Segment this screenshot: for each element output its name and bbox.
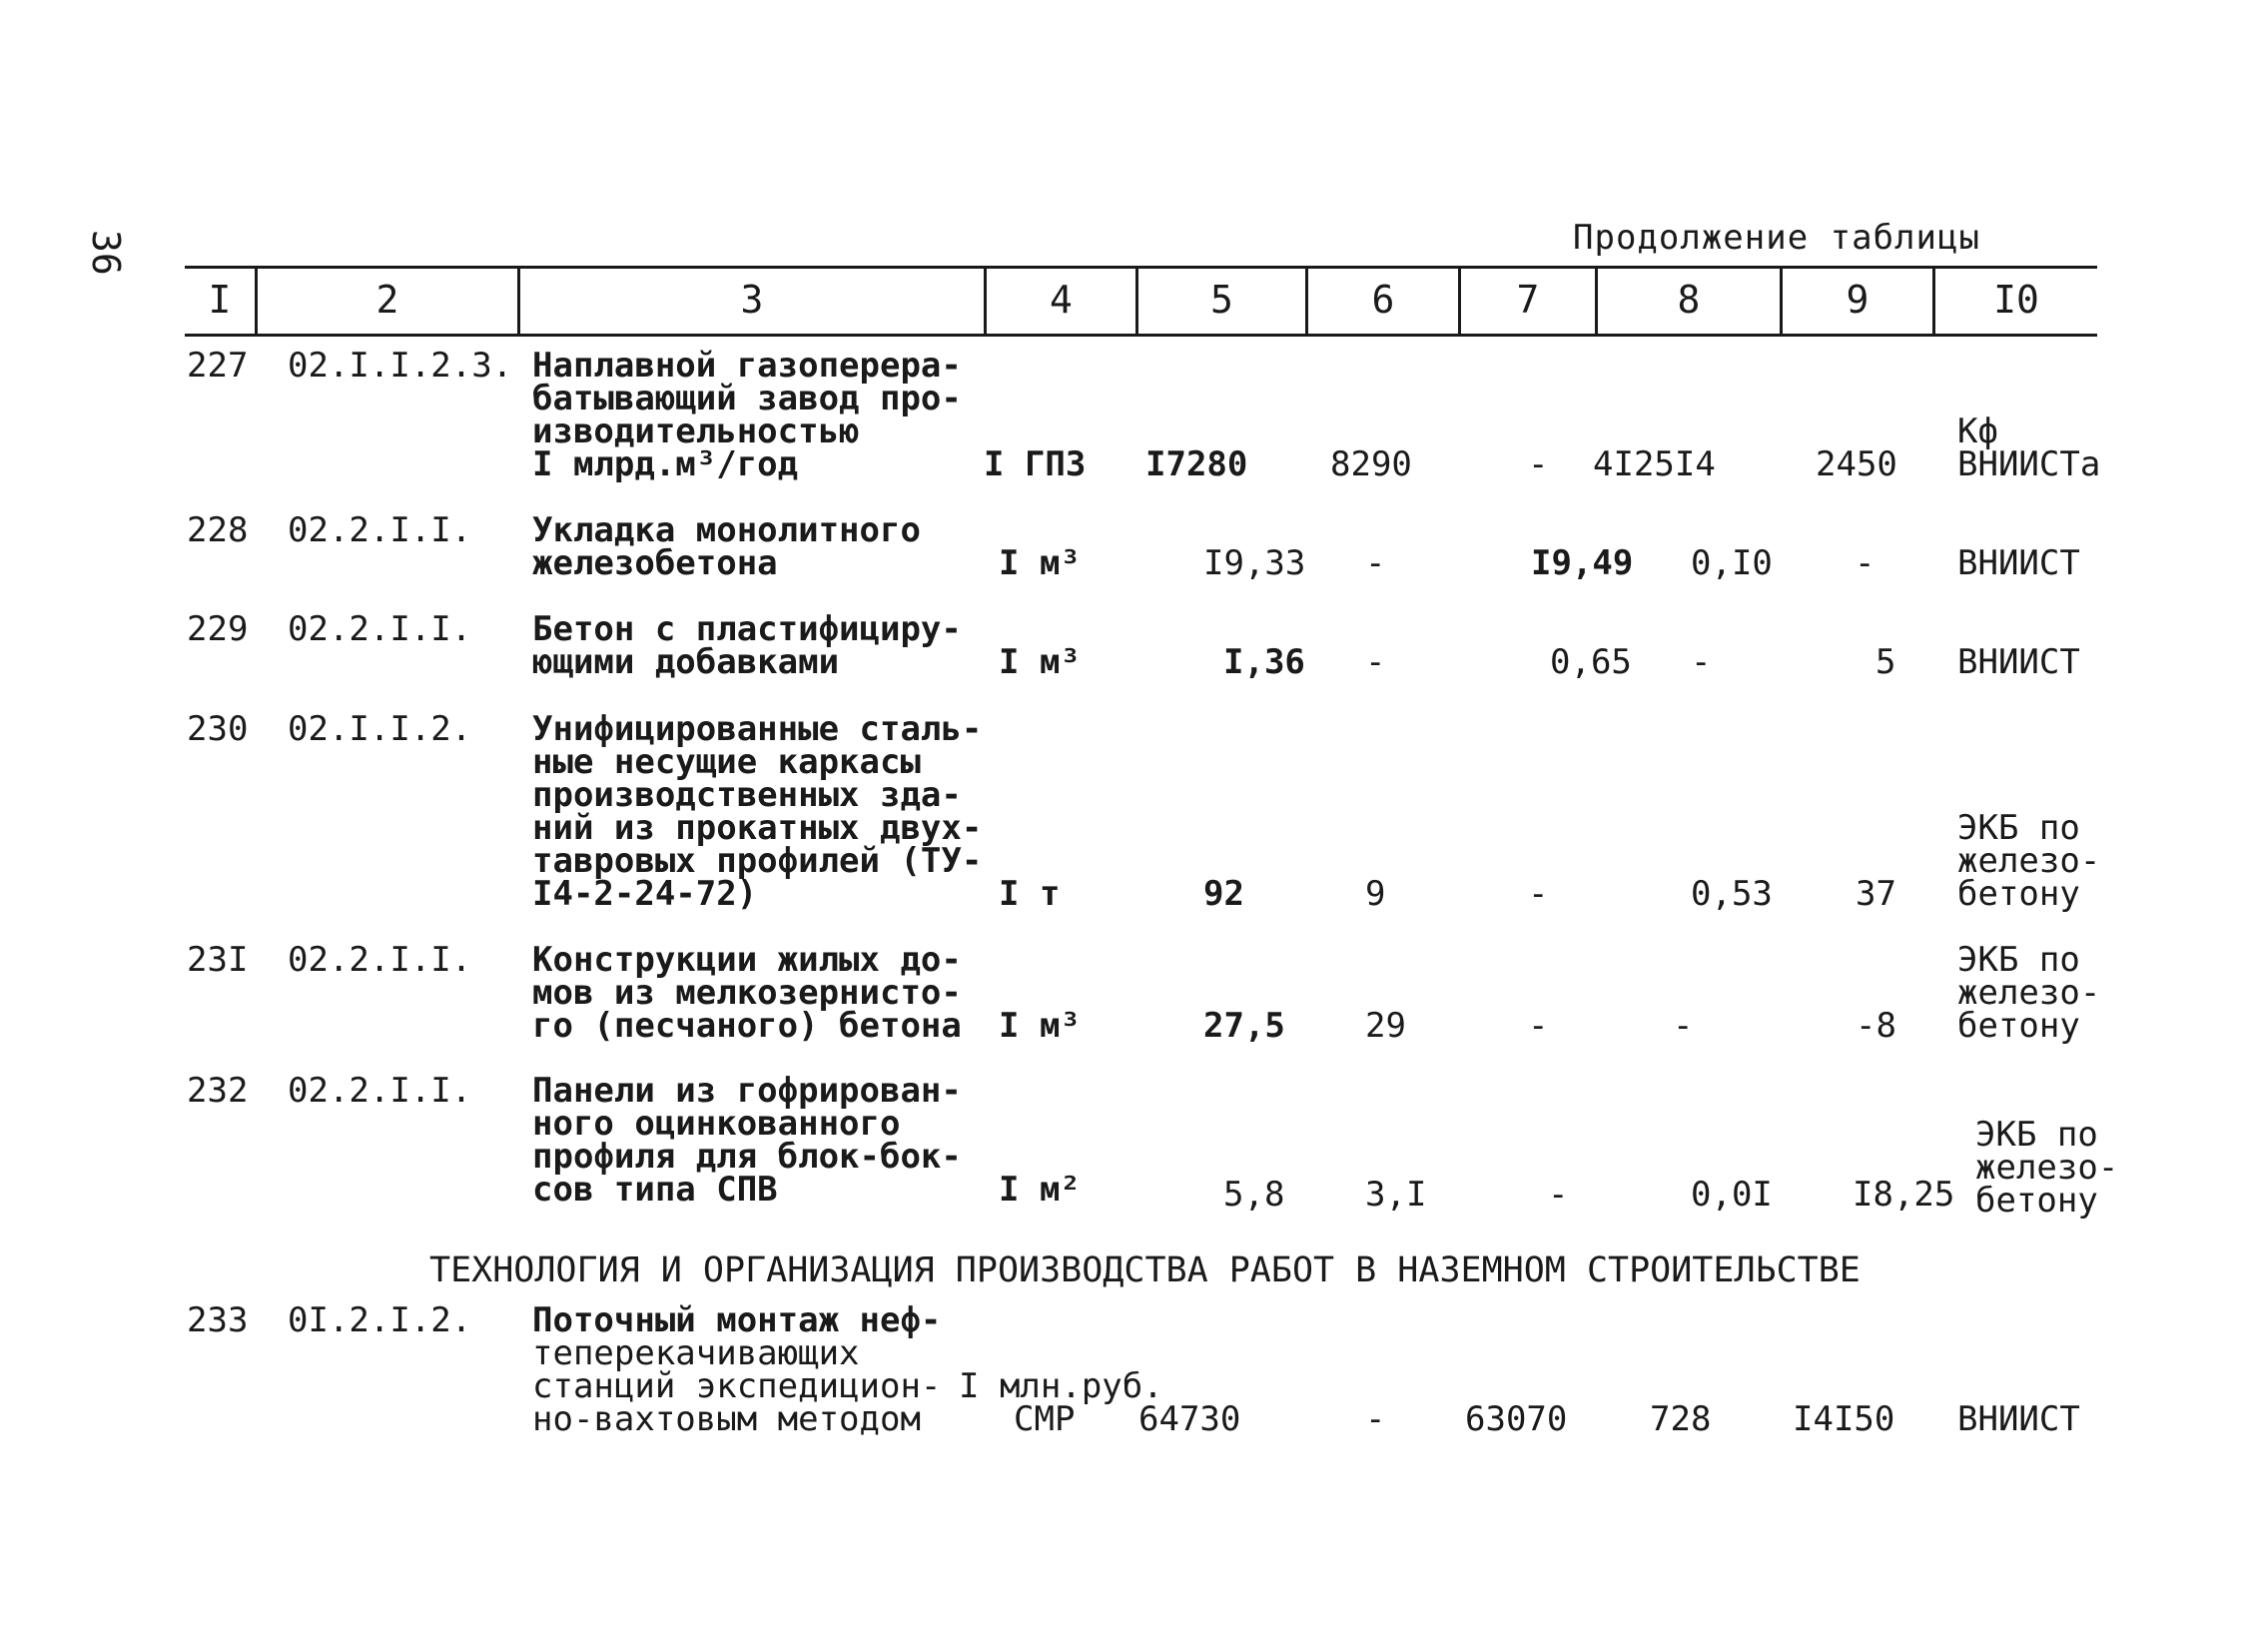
- row-name-line: Унифицированные сталь-: [532, 709, 983, 749]
- row-code: 02.2.I.I.: [288, 940, 472, 980]
- row-col9: 5: [1875, 642, 1896, 682]
- row-unit: I м²: [999, 1170, 1081, 1210]
- row-name-line: Поточный монтаж неф-: [532, 1300, 942, 1340]
- row-col9: -: [1855, 543, 1875, 583]
- row-col10-line: ЭКБ по: [1975, 1115, 2098, 1155]
- row-col10-line: железо-: [1957, 973, 2101, 1013]
- row-name-line: мов из мелкозернисто-: [532, 973, 962, 1013]
- row-name-line: ного оцинкованного: [532, 1104, 901, 1144]
- row-number: 23I: [187, 940, 249, 980]
- section-title: ТЕХНОЛОГИЯ И ОРГАНИЗАЦИЯ ПРОИЗВОДСТВА РАБОТ В НАЗЕМНОМ СТРОИТЕЛЬСТВЕ: [429, 1250, 1861, 1290]
- row-col5: 5,8: [1223, 1175, 1285, 1215]
- row-unit: I м³: [999, 642, 1081, 682]
- header-bottom-rule: [185, 334, 2097, 337]
- column-header-6: 6: [1371, 278, 1395, 322]
- row-col10-line: железо-: [1957, 841, 2101, 881]
- row-col10-line: ЭКБ по: [1957, 940, 2080, 980]
- row-name-line: теперекачивающих: [532, 1333, 860, 1373]
- column-header-10: I0: [1993, 278, 2039, 322]
- row-col5: 64730: [1138, 1399, 1241, 1439]
- row-col9: 2450: [1816, 444, 1897, 484]
- row-code: 02.2.I.I.: [288, 609, 472, 649]
- row-unit: I ГПЗ: [984, 444, 1087, 484]
- row-unit: I м³: [999, 543, 1081, 583]
- row-name-line: изводительностью: [532, 412, 860, 451]
- row-col9: I4I50: [1793, 1399, 1895, 1439]
- row-name-line: тавровых профилей (ТУ-: [532, 841, 983, 881]
- row-col5: 27,5: [1203, 1006, 1285, 1046]
- row-col10-line: ВНИИСТа: [1957, 444, 2101, 484]
- row-col6: 8290: [1330, 444, 1412, 484]
- column-header-3: 3: [740, 278, 764, 322]
- row-name-line: Конструкции жилых до-: [532, 940, 962, 980]
- row-name-line: Укладка монолитного: [532, 510, 921, 550]
- row-name-line: профиля для блок-бок-: [532, 1137, 962, 1177]
- row-col10-line: бетону: [1957, 1006, 2080, 1046]
- column-header-2: 2: [375, 278, 399, 322]
- row-name-line: ний из прокатных двух-: [532, 808, 983, 848]
- row-col10-line: ВНИИСТ: [1957, 642, 2080, 682]
- row-col7: 0,65: [1550, 642, 1632, 682]
- row-number: 227: [187, 346, 249, 386]
- row-name-line: I4-2-24-72): [532, 874, 758, 914]
- row-col7: -: [1528, 1006, 1549, 1046]
- row-name-line: Наплавной газоперера-: [532, 346, 962, 386]
- row-col10-line: ВНИИСТ: [1957, 1399, 2080, 1439]
- row-col10-line: железо-: [1975, 1148, 2119, 1188]
- row-col8: 0,53: [1691, 874, 1773, 914]
- row-number: 232: [187, 1071, 249, 1111]
- row-col8: 0,0I: [1691, 1175, 1773, 1215]
- row-name-line: I млрд.м³/год: [532, 444, 799, 484]
- row-unit: I т: [999, 874, 1061, 914]
- row-unit-line: I млн.руб.: [959, 1366, 1163, 1406]
- row-name-line: железобетона: [532, 543, 778, 583]
- column-header-9: 9: [1846, 278, 1869, 322]
- row-code: 0I.2.I.2.: [288, 1300, 472, 1340]
- row-number: 228: [187, 510, 249, 550]
- column-header-1: I: [208, 278, 232, 322]
- row-name-line: производственных зда-: [532, 775, 962, 815]
- column-header-4: 4: [1050, 278, 1073, 322]
- row-name-line: го (песчаного) бетона: [532, 1006, 962, 1046]
- row-col5: 92: [1203, 874, 1244, 914]
- row-number: 229: [187, 609, 249, 649]
- row-number: 233: [187, 1300, 249, 1340]
- row-col10-line: бетону: [1975, 1181, 2098, 1221]
- row-col10-line: ЭКБ по: [1957, 808, 2080, 848]
- row-unit: I м³: [999, 1006, 1081, 1046]
- row-col7: -: [1528, 874, 1549, 914]
- row-col6: 29: [1365, 1006, 1406, 1046]
- row-col7: -: [1528, 444, 1549, 484]
- header-top-rule: [185, 266, 2097, 269]
- row-name-line: станций экспедицион-: [532, 1366, 942, 1406]
- row-name-line: сов типа СПВ: [532, 1170, 778, 1210]
- row-unit-line: СМР: [1014, 1399, 1076, 1439]
- row-col9: -8: [1856, 1006, 1896, 1046]
- row-name-line: но-вахтовым методом: [532, 1399, 921, 1439]
- row-name-line: Бетон с пластифициру-: [532, 609, 962, 649]
- row-col8: 0,I0: [1691, 543, 1773, 583]
- row-code: 02.2.I.I.: [288, 1071, 472, 1111]
- row-col5: I,36: [1223, 642, 1305, 682]
- row-code: 02.I.I.2.3.: [288, 346, 513, 386]
- column-header-7: 7: [1516, 278, 1540, 322]
- page-number: 36: [84, 230, 128, 276]
- row-col6: -: [1365, 1399, 1386, 1439]
- row-col7: -: [1548, 1175, 1569, 1215]
- row-col10-line: бетону: [1957, 874, 2080, 914]
- row-col9: 37: [1856, 874, 1896, 914]
- row-name-line: ные несущие каркасы: [532, 742, 921, 782]
- row-number: 230: [187, 709, 249, 749]
- row-col5: I9,33: [1203, 543, 1306, 583]
- row-col6: -: [1365, 543, 1386, 583]
- row-col7: I9,49: [1531, 543, 1634, 583]
- row-col6: -: [1365, 642, 1386, 682]
- row-name-line: батывающий завод про-: [532, 379, 962, 418]
- row-col7: 63070: [1465, 1399, 1568, 1439]
- row-col9: I8,25: [1853, 1175, 1955, 1215]
- row-col10-line: Кф: [1957, 412, 1998, 451]
- column-header-5: 5: [1210, 278, 1233, 322]
- row-col5: I7280: [1145, 444, 1248, 484]
- column-header-8: 8: [1677, 278, 1701, 322]
- row-name-line: ющими добавками: [532, 642, 840, 682]
- row-code: 02.I.I.2.: [288, 709, 472, 749]
- row-col8: 728: [1650, 1399, 1712, 1439]
- table-continuation-caption: Продолжение таблицы: [1573, 218, 1980, 258]
- row-col8: -: [1673, 1006, 1694, 1046]
- row-name-line: Панели из гофрирован-: [532, 1071, 962, 1111]
- row-col6: 9: [1365, 874, 1386, 914]
- row-col8: -: [1691, 642, 1712, 682]
- row-col8: 4I25I4: [1593, 444, 1716, 484]
- row-col10-line: ВНИИСТ: [1957, 543, 2080, 583]
- row-code: 02.2.I.I.: [288, 510, 472, 550]
- row-col6: 3,I: [1365, 1175, 1427, 1215]
